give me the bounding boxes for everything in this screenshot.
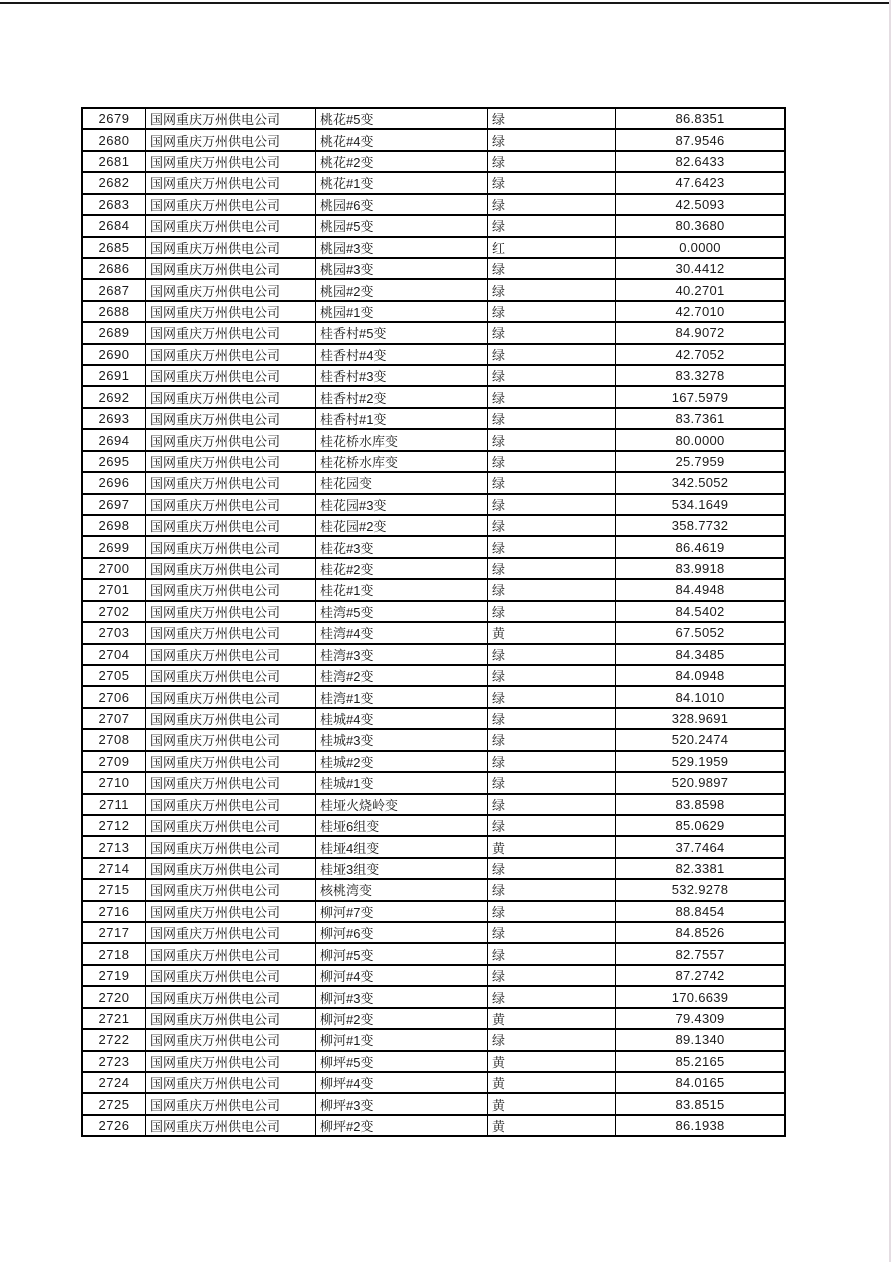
station-cell: 桂香村#3变 (316, 366, 488, 385)
row-id-cell: 2713 (83, 837, 146, 856)
station-cell: 柳河#7变 (316, 902, 488, 921)
table-row (83, 666, 784, 687)
row-id-cell: 2703 (83, 623, 146, 642)
station-cell: 桂花#1变 (316, 580, 488, 599)
company-cell: 国网重庆万州供电公司 (146, 687, 316, 706)
station-cell: 桂香村#1变 (316, 409, 488, 428)
status-cell: 绿 (488, 1030, 616, 1049)
value-cell: 42.7010 (675, 304, 725, 319)
company-cell: 国网重庆万州供电公司 (146, 1030, 316, 1049)
status-cell: 绿 (488, 966, 616, 985)
table-row (83, 430, 784, 451)
value-cell: 86.1938 (675, 1118, 725, 1134)
company-cell: 国网重庆万州供电公司 (146, 752, 316, 771)
company-cell: 国网重庆万州供电公司 (146, 966, 316, 985)
status-cell: 红 (488, 238, 616, 257)
status-cell: 绿 (488, 280, 616, 299)
table-row (83, 902, 784, 923)
status-cell: 绿 (488, 923, 616, 942)
table-row (83, 966, 784, 987)
table-row (83, 859, 784, 880)
status-cell: 绿 (488, 537, 616, 556)
table-row (83, 409, 784, 430)
station-cell: 柳坪#5变 (316, 1052, 488, 1071)
value-cell: 85.0629 (675, 818, 725, 834)
row-id-cell: 2690 (83, 345, 146, 364)
status-cell: 绿 (488, 859, 616, 878)
station-cell: 桂香村#2变 (316, 387, 488, 406)
table-row (83, 816, 784, 837)
table-row (83, 216, 784, 237)
table-row (83, 495, 784, 516)
value-cell: 529.1959 (671, 753, 729, 769)
company-cell: 国网重庆万州供电公司 (146, 302, 316, 321)
table-row (83, 195, 784, 216)
value-cell: 84.5402 (675, 603, 725, 619)
table-row (83, 130, 784, 151)
value-cell: 84.4948 (675, 582, 725, 598)
status-cell: 绿 (488, 452, 616, 471)
value-cell: 84.1010 (675, 689, 725, 705)
company-cell: 国网重庆万州供电公司 (146, 623, 316, 642)
station-cell: 柳坪#2变 (316, 1116, 488, 1135)
company-cell: 国网重庆万州供电公司 (146, 880, 316, 899)
table-row (83, 452, 784, 473)
station-cell: 桃花#5变 (316, 109, 488, 128)
status-cell: 黄 (488, 1009, 616, 1028)
value-cell: 79.4309 (675, 1010, 725, 1026)
value-cell: 82.3381 (675, 860, 725, 876)
station-cell: 桂垭4组变 (316, 837, 488, 856)
station-cell: 桂城#4变 (316, 709, 488, 728)
status-cell: 绿 (488, 645, 616, 664)
value-cell: 82.6433 (675, 154, 725, 170)
status-cell: 绿 (488, 559, 616, 578)
table-row (83, 709, 784, 730)
status-cell: 绿 (488, 409, 616, 428)
status-cell: 绿 (488, 602, 616, 621)
company-cell: 国网重庆万州供电公司 (146, 580, 316, 599)
value-cell: 40.2701 (675, 282, 725, 298)
station-cell: 柳河#6变 (316, 923, 488, 942)
status-cell: 绿 (488, 216, 616, 235)
value-cell: 83.3278 (675, 368, 725, 384)
station-cell: 桂湾#1变 (316, 687, 488, 706)
row-id-cell: 2726 (83, 1116, 146, 1135)
station-cell: 柳河#3变 (316, 987, 488, 1006)
company-cell: 国网重庆万州供电公司 (146, 173, 316, 192)
row-id-cell: 2714 (83, 859, 146, 878)
table-row (83, 1116, 784, 1135)
row-id-cell: 2693 (83, 409, 146, 428)
row-id-cell: 2680 (83, 130, 146, 149)
status-cell: 绿 (488, 773, 616, 792)
table-row (83, 1094, 784, 1115)
station-cell: 桂垭火烧岭变 (316, 795, 488, 814)
station-cell: 桂城#2变 (316, 752, 488, 771)
row-id-cell: 2718 (83, 944, 146, 963)
status-cell: 绿 (488, 366, 616, 385)
status-cell: 绿 (488, 730, 616, 749)
status-cell: 绿 (488, 516, 616, 535)
value-cell: 83.8515 (675, 1096, 725, 1112)
value-cell: 47.6423 (675, 175, 725, 191)
value-cell: 532.9278 (671, 882, 729, 898)
table-row (83, 516, 784, 537)
value-cell: 84.0948 (675, 668, 725, 684)
company-cell: 国网重庆万州供电公司 (146, 645, 316, 664)
status-cell: 绿 (488, 709, 616, 728)
row-id-cell: 2687 (83, 280, 146, 299)
table-row (83, 366, 784, 387)
company-cell: 国网重庆万州供电公司 (146, 859, 316, 878)
value-cell: 85.2165 (675, 1053, 725, 1069)
status-cell: 黄 (488, 1073, 616, 1092)
company-cell: 国网重庆万州供电公司 (146, 816, 316, 835)
table-row (83, 345, 784, 366)
status-cell: 绿 (488, 902, 616, 921)
status-cell: 绿 (488, 109, 616, 128)
station-cell: 桂垭3组变 (316, 859, 488, 878)
status-cell: 绿 (488, 195, 616, 214)
station-cell: 桃园#3变 (316, 238, 488, 257)
table-row (83, 280, 784, 301)
row-id-cell: 2704 (83, 645, 146, 664)
station-cell: 柳河#5变 (316, 944, 488, 963)
value-cell: 86.4619 (675, 539, 725, 555)
table-row (83, 537, 784, 558)
status-cell: 绿 (488, 880, 616, 899)
station-cell: 核桃湾变 (316, 880, 488, 899)
status-cell: 绿 (488, 473, 616, 492)
company-cell: 国网重庆万州供电公司 (146, 430, 316, 449)
company-cell: 国网重庆万州供电公司 (146, 1052, 316, 1071)
company-cell: 国网重庆万州供电公司 (146, 944, 316, 963)
value-cell: 520.2474 (671, 732, 729, 748)
row-id-cell: 2698 (83, 516, 146, 535)
row-id-cell: 2706 (83, 687, 146, 706)
table-row (83, 1030, 784, 1051)
value-cell: 83.9918 (675, 561, 725, 577)
row-id-cell: 2696 (83, 473, 146, 492)
value-cell: 0.0000 (679, 239, 721, 255)
status-cell: 黄 (488, 837, 616, 856)
value-cell: 358.7732 (671, 518, 729, 534)
company-cell: 国网重庆万州供电公司 (146, 109, 316, 128)
status-cell: 绿 (488, 495, 616, 514)
station-cell: 桃花#1变 (316, 173, 488, 192)
company-cell: 国网重庆万州供电公司 (146, 452, 316, 471)
station-cell: 桃园#1变 (316, 302, 488, 321)
value-cell: 80.3680 (675, 218, 725, 234)
row-id-cell: 2699 (83, 537, 146, 556)
table-row (83, 559, 784, 580)
row-id-cell: 2691 (83, 366, 146, 385)
station-cell: 桃花#2变 (316, 152, 488, 171)
station-cell: 桂垭6组变 (316, 816, 488, 835)
company-cell: 国网重庆万州供电公司 (146, 323, 316, 342)
value-cell: 30.4412 (675, 261, 725, 277)
company-cell: 国网重庆万州供电公司 (146, 1073, 316, 1092)
value-cell: 86.8351 (675, 111, 725, 127)
status-cell: 绿 (488, 944, 616, 963)
company-cell: 国网重庆万州供电公司 (146, 409, 316, 428)
company-cell: 国网重庆万州供电公司 (146, 195, 316, 214)
status-cell: 绿 (488, 687, 616, 706)
substation-data-table (81, 107, 786, 1137)
table-row (83, 645, 784, 666)
value-cell: 84.0165 (675, 1075, 725, 1091)
value-cell: 83.7361 (675, 411, 725, 427)
row-id-cell: 2692 (83, 387, 146, 406)
table-row (83, 152, 784, 173)
table-row (83, 580, 784, 601)
table-row (83, 623, 784, 644)
value-cell: 67.5052 (675, 625, 725, 641)
row-id-cell: 2679 (83, 109, 146, 128)
company-cell: 国网重庆万州供电公司 (146, 280, 316, 299)
table-row (83, 1009, 784, 1030)
page-right-edge (889, 0, 891, 1262)
value-cell: 84.8526 (675, 925, 725, 941)
company-cell: 国网重庆万州供电公司 (146, 1009, 316, 1028)
table-row (83, 880, 784, 901)
company-cell: 国网重庆万州供电公司 (146, 730, 316, 749)
station-cell: 桂城#3变 (316, 730, 488, 749)
row-id-cell: 2697 (83, 495, 146, 514)
table-row (83, 1052, 784, 1073)
status-cell: 绿 (488, 259, 616, 278)
station-cell: 桂花#3变 (316, 537, 488, 556)
station-cell: 桂香村#5变 (316, 323, 488, 342)
company-cell: 国网重庆万州供电公司 (146, 495, 316, 514)
row-id-cell: 2688 (83, 302, 146, 321)
value-cell: 37.7464 (675, 839, 725, 855)
table-row (83, 730, 784, 751)
row-id-cell: 2715 (83, 880, 146, 899)
table-row (83, 387, 784, 408)
table-row (83, 109, 784, 130)
row-id-cell: 2723 (83, 1052, 146, 1071)
row-id-cell: 2686 (83, 259, 146, 278)
table-row (83, 923, 784, 944)
value-cell: 84.9072 (675, 325, 725, 341)
status-cell: 绿 (488, 580, 616, 599)
station-cell: 桂香村#4变 (316, 345, 488, 364)
station-cell: 柳河#2变 (316, 1009, 488, 1028)
table-row (83, 602, 784, 623)
status-cell: 绿 (488, 323, 616, 342)
row-id-cell: 2695 (83, 452, 146, 471)
company-cell: 国网重庆万州供电公司 (146, 152, 316, 171)
table-row (83, 473, 784, 494)
status-cell: 绿 (488, 345, 616, 364)
status-cell: 绿 (488, 152, 616, 171)
station-cell: 柳坪#3变 (316, 1094, 488, 1113)
company-cell: 国网重庆万州供电公司 (146, 216, 316, 235)
station-cell: 桂花园#2变 (316, 516, 488, 535)
row-id-cell: 2694 (83, 430, 146, 449)
status-cell: 绿 (488, 430, 616, 449)
station-cell: 桂花#2变 (316, 559, 488, 578)
row-id-cell: 2720 (83, 987, 146, 1006)
status-cell: 绿 (488, 987, 616, 1006)
table-row (83, 259, 784, 280)
station-cell: 柳坪#4变 (316, 1073, 488, 1092)
status-cell: 绿 (488, 130, 616, 149)
station-cell: 桃园#5变 (316, 216, 488, 235)
company-cell: 国网重庆万州供电公司 (146, 902, 316, 921)
row-id-cell: 2721 (83, 1009, 146, 1028)
row-id-cell: 2700 (83, 559, 146, 578)
status-cell: 黄 (488, 1052, 616, 1071)
table-row (83, 944, 784, 965)
value-cell: 88.8454 (675, 903, 725, 919)
value-cell: 25.7959 (675, 453, 725, 469)
status-cell: 绿 (488, 302, 616, 321)
company-cell: 国网重庆万州供电公司 (146, 516, 316, 535)
station-cell: 桂湾#2变 (316, 666, 488, 685)
status-cell: 绿 (488, 752, 616, 771)
row-id-cell: 2725 (83, 1094, 146, 1113)
company-cell: 国网重庆万州供电公司 (146, 987, 316, 1006)
table-row (83, 323, 784, 344)
value-cell: 87.2742 (675, 968, 725, 984)
station-cell: 桂花园#3变 (316, 495, 488, 514)
company-cell: 国网重庆万州供电公司 (146, 795, 316, 814)
row-id-cell: 2724 (83, 1073, 146, 1092)
row-id-cell: 2710 (83, 773, 146, 792)
value-cell: 83.8598 (675, 796, 725, 812)
station-cell: 桃园#2变 (316, 280, 488, 299)
value-cell: 42.5093 (675, 196, 725, 212)
station-cell: 桂湾#3变 (316, 645, 488, 664)
company-cell: 国网重庆万州供电公司 (146, 773, 316, 792)
table-row (83, 987, 784, 1008)
table-row (83, 302, 784, 323)
company-cell: 国网重庆万州供电公司 (146, 559, 316, 578)
row-id-cell: 2716 (83, 902, 146, 921)
table-row (83, 837, 784, 858)
station-cell: 桂湾#5变 (316, 602, 488, 621)
status-cell: 黄 (488, 1094, 616, 1113)
status-cell: 绿 (488, 666, 616, 685)
table-row (83, 752, 784, 773)
company-cell: 国网重庆万州供电公司 (146, 709, 316, 728)
table-row (83, 238, 784, 259)
row-id-cell: 2712 (83, 816, 146, 835)
value-cell: 42.7052 (675, 346, 725, 362)
table-row (83, 1073, 784, 1094)
row-id-cell: 2705 (83, 666, 146, 685)
station-cell: 桃花#4变 (316, 130, 488, 149)
row-id-cell: 2708 (83, 730, 146, 749)
station-cell: 桂花桥水库变 (316, 452, 488, 471)
company-cell: 国网重庆万州供电公司 (146, 345, 316, 364)
value-cell: 87.9546 (675, 132, 725, 148)
station-cell: 桂城#1变 (316, 773, 488, 792)
value-cell: 170.6639 (671, 989, 729, 1005)
value-cell: 80.0000 (675, 432, 725, 448)
table-row (83, 687, 784, 708)
company-cell: 国网重庆万州供电公司 (146, 473, 316, 492)
station-cell: 桂花桥水库变 (316, 430, 488, 449)
company-cell: 国网重庆万州供电公司 (146, 238, 316, 257)
status-cell: 绿 (488, 816, 616, 835)
table-row (83, 795, 784, 816)
value-cell: 328.9691 (671, 711, 729, 727)
company-cell: 国网重庆万州供电公司 (146, 387, 316, 406)
row-id-cell: 2702 (83, 602, 146, 621)
station-cell: 柳河#4变 (316, 966, 488, 985)
row-id-cell: 2717 (83, 923, 146, 942)
company-cell: 国网重庆万州供电公司 (146, 666, 316, 685)
row-id-cell: 2711 (83, 795, 146, 814)
value-cell: 82.7557 (675, 946, 725, 962)
row-id-cell: 2709 (83, 752, 146, 771)
status-cell: 绿 (488, 387, 616, 406)
station-cell: 桃园#3变 (316, 259, 488, 278)
table-row (83, 773, 784, 794)
company-cell: 国网重庆万州供电公司 (146, 130, 316, 149)
station-cell: 柳河#1变 (316, 1030, 488, 1049)
station-cell: 桂花园变 (316, 473, 488, 492)
company-cell: 国网重庆万州供电公司 (146, 1116, 316, 1135)
table-row (83, 173, 784, 194)
company-cell: 国网重庆万州供电公司 (146, 1094, 316, 1113)
company-cell: 国网重庆万州供电公司 (146, 259, 316, 278)
page-top-rule (0, 2, 889, 4)
status-cell: 绿 (488, 173, 616, 192)
status-cell: 黄 (488, 1116, 616, 1135)
status-cell: 绿 (488, 795, 616, 814)
value-cell: 342.5052 (671, 475, 729, 491)
row-id-cell: 2707 (83, 709, 146, 728)
company-cell: 国网重庆万州供电公司 (146, 537, 316, 556)
status-cell: 黄 (488, 623, 616, 642)
value-cell: 84.3485 (675, 646, 725, 662)
value-cell: 167.5979 (671, 389, 729, 405)
row-id-cell: 2685 (83, 238, 146, 257)
row-id-cell: 2683 (83, 195, 146, 214)
company-cell: 国网重庆万州供电公司 (146, 837, 316, 856)
value-cell: 520.9897 (671, 775, 729, 791)
row-id-cell: 2682 (83, 173, 146, 192)
company-cell: 国网重庆万州供电公司 (146, 923, 316, 942)
company-cell: 国网重庆万州供电公司 (146, 602, 316, 621)
row-id-cell: 2681 (83, 152, 146, 171)
row-id-cell: 2684 (83, 216, 146, 235)
row-id-cell: 2701 (83, 580, 146, 599)
value-cell: 534.1649 (671, 496, 729, 512)
station-cell: 桃园#6变 (316, 195, 488, 214)
value-cell: 89.1340 (675, 1032, 725, 1048)
row-id-cell: 2689 (83, 323, 146, 342)
row-id-cell: 2722 (83, 1030, 146, 1049)
row-id-cell: 2719 (83, 966, 146, 985)
station-cell: 桂湾#4变 (316, 623, 488, 642)
company-cell: 国网重庆万州供电公司 (146, 366, 316, 385)
